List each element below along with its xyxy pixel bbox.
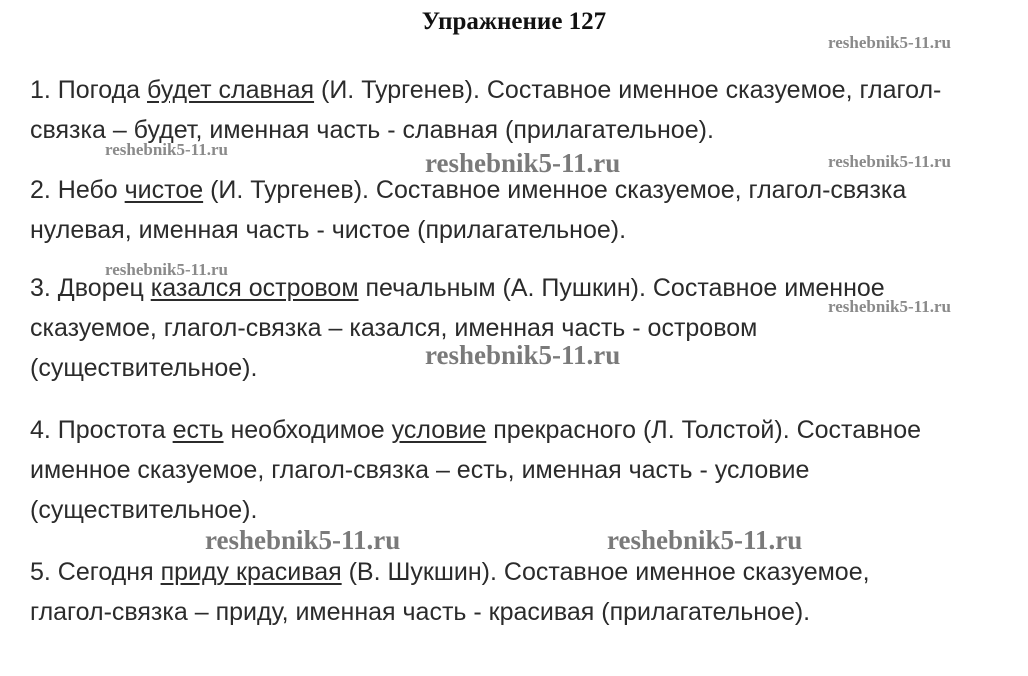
underlined-predicate: есть [172, 416, 224, 444]
watermark: reshebnik5-11.ru [105, 140, 228, 159]
text-line [30, 410, 1005, 450]
underlined-predicate: казался островом [150, 274, 359, 302]
text-line [30, 70, 1005, 110]
text-segment: связка – будет, именная часть - славная (прилагательное). [30, 116, 714, 144]
text-segment: нулевая, именная часть - чистое (прилагательное). [30, 216, 627, 244]
watermark: reshebnik5-11.ru [607, 525, 803, 555]
text-segment: (И. Тургенев). Составное именное сказуемое, глагол-связка [203, 176, 907, 204]
text-segment: необходимое [223, 416, 392, 444]
text-segment: сказуемое, глагол-связка – казался, именная часть - островом [30, 314, 758, 342]
text-line [30, 210, 1005, 250]
underlined-predicate: будет славная [147, 76, 315, 104]
underlined-predicate: чистое [124, 176, 204, 204]
answer-item-4 [30, 410, 1005, 530]
underlined-predicate: условие [391, 416, 487, 444]
text-segment: прекрасного (Л. Толстой). Составное [486, 416, 922, 444]
answer-item-2 [30, 170, 1005, 250]
text-segment: 3. Дворец [30, 274, 151, 302]
text-segment: печальным (А. Пушкин). Составное именное [358, 274, 885, 302]
text-segment: 4. Простота [30, 416, 173, 444]
watermark: reshebnik5-11.ru [828, 297, 951, 316]
text-segment: 5. Сегодня [30, 558, 161, 586]
text-segment: 1. Погода [30, 76, 148, 104]
text-segment: (существительное). [30, 354, 258, 382]
text-segment: глагол-связка – приду, именная часть - красивая (прилагательное). [30, 598, 811, 626]
watermark: reshebnik5-11.ru [205, 525, 401, 555]
watermark: reshebnik5-11.ru [105, 260, 228, 279]
text-segment: (И. Тургенев). Составное именное сказуемое, глагол- [314, 76, 942, 104]
watermark: reshebnik5-11.ru [425, 340, 621, 370]
watermark: reshebnik5-11.ru [425, 148, 621, 178]
text-segment: именное сказуемое, глагол-связка – есть, именная часть - условие [30, 456, 810, 484]
underlined-predicate: приду красивая [160, 558, 342, 586]
exercise-title: Упражнение 127 [421, 8, 607, 35]
text-line [30, 552, 1005, 592]
text-segment: (В. Шукшин). Составное именное сказуемое, [341, 558, 870, 586]
text-line [30, 450, 1005, 490]
answer-item-5 [30, 552, 1005, 632]
text-segment: (существительное). [30, 496, 258, 524]
text-segment: 2. Небо [30, 176, 125, 204]
text-line [30, 490, 1005, 530]
text-line [30, 592, 1005, 632]
answer-item-1 [30, 70, 1005, 150]
watermark: reshebnik5-11.ru [828, 152, 951, 171]
watermark: reshebnik5-11.ru [828, 33, 951, 52]
